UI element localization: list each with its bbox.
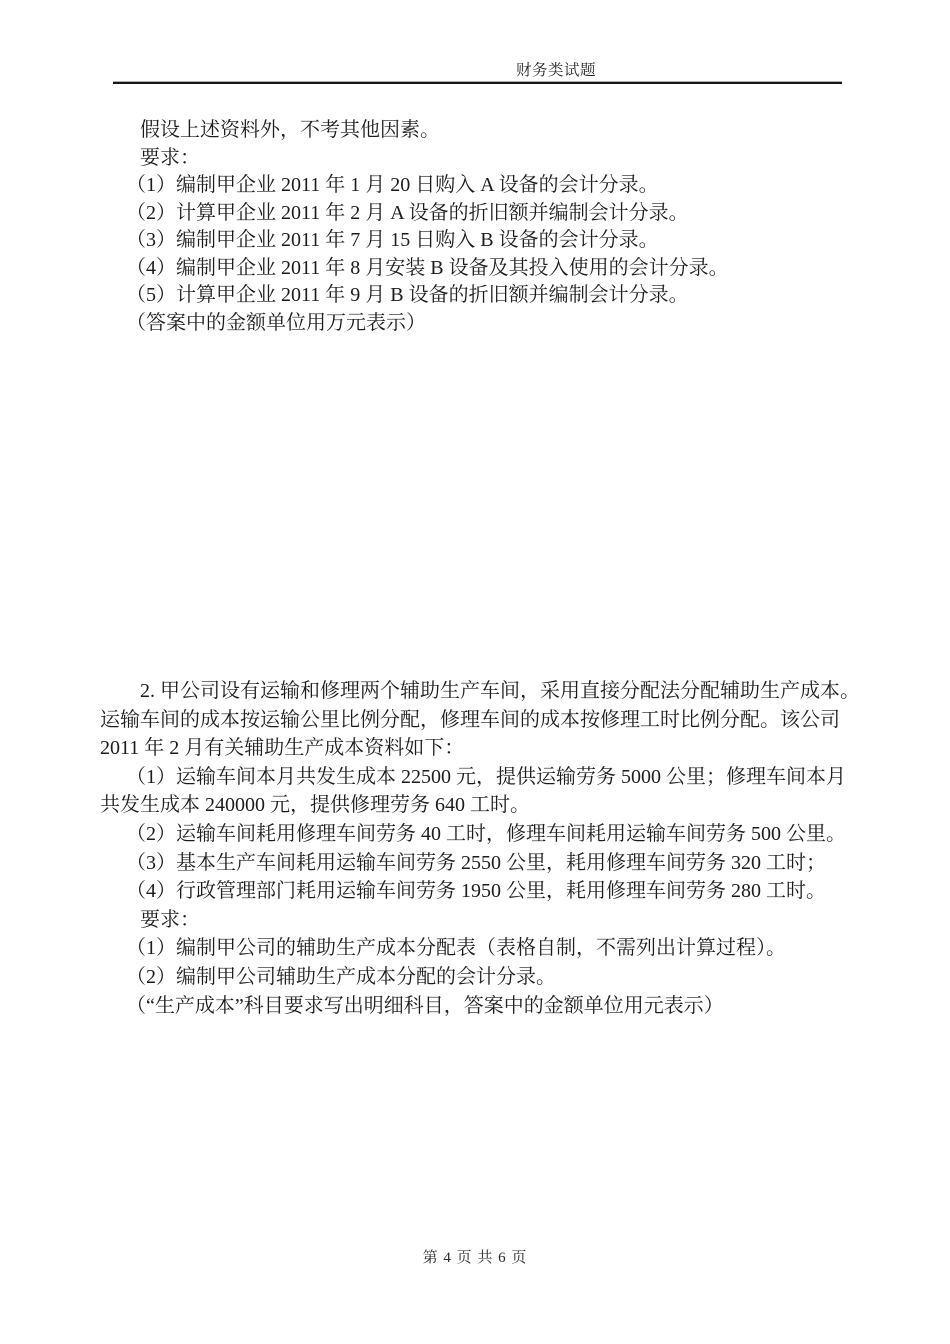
text-line: （2）计算甲企业 2011 年 2 月 A 设备的折旧额并编制会计分录。	[126, 201, 689, 224]
header-divider-rule	[113, 81, 842, 84]
text-line: （4）行政管理部门耗用运输车间劳务 1950 公里，耗用修理车间劳务 280 工时。	[126, 880, 826, 903]
text-line: （“生产成本”科目要求写出明细科目，答案中的金额单位用元表示）	[126, 994, 724, 1017]
text-line: 2. 甲公司设有运输和修理两个辅助生产车间，采用直接分配法分配辅助生产成本。	[140, 680, 860, 702]
text-line: （3）基本生产车间耗用运输车间劳务 2550 公里，耗用修理车间劳务 320 工时；	[126, 851, 826, 874]
text-line: 要求：	[140, 908, 200, 931]
text-line: （答案中的金额单位用万元表示）	[126, 311, 426, 334]
text-line: 假设上述资料外，不考其他因素。	[140, 119, 440, 141]
text-line: 2011 年 2 月有关辅助生产成本资料如下：	[100, 737, 465, 760]
text-line: 要求：	[140, 146, 200, 169]
page-number-footer: 第 4 页 共 6 页	[422, 1250, 528, 1266]
text-line: （1）编制甲公司的辅助生产成本分配表（表格自制，不需列出计算过程）。	[126, 937, 786, 960]
text-line: （3）编制甲企业 2011 年 7 月 15 日购入 B 设备的会计分录。	[126, 229, 659, 251]
text-line: 运输车间的成本按运输公里比例分配，修理车间的成本按修理工时比例分配。该公司	[100, 708, 840, 731]
text-line: （5）计算甲企业 2011 年 9 月 B 设备的折旧额并编制会计分录。	[126, 284, 689, 306]
question-1-requirements-block	[100, 117, 900, 337]
text-line: （1）编制甲企业 2011 年 1 月 20 日购入 A 设备的会计分录。	[126, 174, 659, 196]
text-line: （2）编制甲公司辅助生产成本分配的会计分录。	[126, 965, 556, 988]
text-line: （2）运输车间耗用修理车间劳务 40 工时，修理车间耗用运输车间劳务 500 公里。	[126, 822, 846, 845]
text-line: （4）编制甲企业 2011 年 8 月安装 B 设备及其投入使用的会计分录。	[126, 256, 729, 279]
page-header-title: 财务类试题	[516, 62, 597, 79]
text-line: （1）运输车间本月共发生成本 22500 元，提供运输劳务 5000 公里；修理车间本月	[126, 765, 846, 788]
question-2-block	[100, 677, 900, 1020]
text-line: 共发生成本 240000 元，提供修理劳务 640 工时。	[100, 794, 530, 817]
